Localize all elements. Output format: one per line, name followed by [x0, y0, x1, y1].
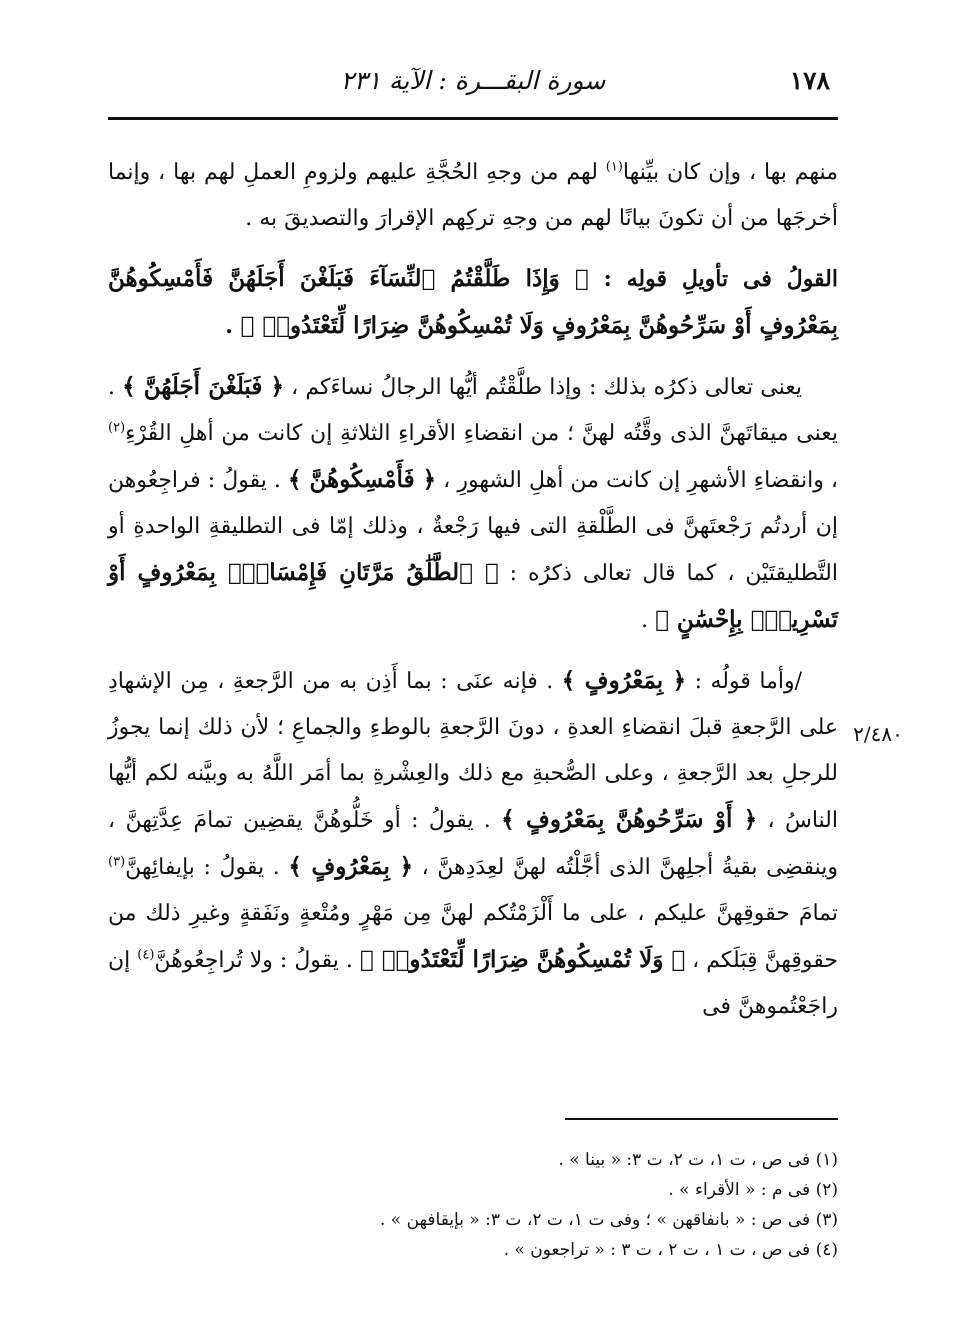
text-run: . يقولُ : بإيفائِهنَّ	[125, 855, 289, 880]
header-divider	[108, 117, 838, 120]
main-text	[108, 150, 838, 1030]
paragraph	[108, 150, 838, 242]
paragraph	[108, 658, 838, 1030]
quran-verse: ﴿ وَلَا تُمْسِكُوهُنَّ ضِرَارًا لِّتَعْتَدُوا۟ ﴾	[359, 946, 686, 973]
footnote-divider	[565, 1118, 838, 1120]
section-heading: .	[225, 313, 241, 339]
text-run: . يعنى ميقاتَهنَّ الذى وقَّتُه لهنَّ ؛ من انقضاءِ الأقراءِ الثلاثةِ إن كانت من أهلِ القُرْءِ	[108, 375, 838, 446]
page-number: ١٧٨	[789, 66, 830, 95]
footnote: (١) فى ص ، ت ١، ت ٢، ت ٣: « بينا » .	[558, 1150, 838, 1170]
quran-verse: ﴿ فَأَمْسِكُوهُنَّ ﴾	[287, 466, 437, 493]
page-header	[108, 62, 838, 108]
text-run: يعنى تعالى ذكرُه بذلك : وإذا طلَّقْتُم أيُّها الرجالُ نساءَكم ،	[283, 375, 802, 400]
text-run: . يقولُ : فراجِعُوهن إن أردتُم رَجْعتَهنَّ فى الطَّلْقةِ التى فيها رَجْعةٌ ، وذلك إمّا فى التطليقةِ الواحدةِ أو التَّطليقتَيْن ، كما قال تعالى ذكرُه :	[108, 468, 838, 586]
text-run: . فإنه عنَى : بما أَذِن به من الرَّجعةِ ، مِن الإشهادِ على الرَّجعةِ قبلَ انقضاءِ العدةِ ، دونَ الرَّجعةِ بالوطءِ والجماعِ ؛ لأن ذلك إنما يجوزُ للرجلِ بعد الرَّجعةِ ، وعلى الصُّحبةِ مع ذلك والعِشْرةِ بما أمَر اللَّهُ به وبيَّنه لكم أيُّها الناسُ ،	[108, 669, 838, 833]
quran-verse: ﴿ أَوْ سَرِّحُوهُنَّ بِمَعْرُوفٍ ﴾	[501, 806, 758, 833]
margin-volume-page-note: ٢/٤٨٠	[853, 722, 903, 746]
footnote: (٢) فى م : « الأقراء » .	[668, 1180, 838, 1200]
quran-verse: ﴿ فَبَلَغْنَ أَجَلَهُنَّ ﴾	[122, 373, 284, 400]
quran-verse: ﴿ بِمَعْرُوفٍ ﴾	[288, 853, 413, 880]
text-run: تمامَ حقوقِهنَّ عليكم ، على ما أَلْزَمْتُكم لهنَّ مِن مَهْرٍ ومُتْعةٍ ونَفَقةٍ وغيرِ ذلك من حقوقِهنَّ قِبَلَكم ،	[108, 901, 838, 973]
text-run: لهم من وجهِ الحُجَّةِ عليهم ولزومِ العملِ لهم بها ، وإنما أخرجَها من أن تكونَ بيانًا لهم من وجهِ تركِهم الإقرارَ والتصديقَ به .	[108, 160, 838, 231]
text-run: إن راجَعْتُموهنَّ فى	[108, 948, 838, 1019]
quran-verse: ﴿ ٱلطَّلَٰقُ مَرَّتَانِ فَإِمْسَاكٌۢ بِمَعْرُوفٍ أَوْ تَسْرِيحٌۢ بِإِحْسَٰنٍ ﴾	[108, 559, 838, 633]
footnote-reference: (١)	[605, 159, 623, 175]
text-run: . يقولُ : أو خَلُّوهُنَّ يقضِين تمامَ عِدَّتِهنَّ ، وينقضِى بقيةُ أجلِهنَّ الذى أجَّلْتُه لهنَّ لعِدَدِهنَّ ،	[108, 808, 839, 880]
footnote-reference: (٢)	[108, 420, 126, 436]
text-run: . يقولُ : ولا تُراجِعُوهُنَّ	[154, 948, 360, 973]
footnote-reference: (٣)	[108, 854, 126, 870]
text-run: /وأما قولُه :	[686, 669, 802, 694]
paragraph	[108, 364, 838, 644]
chapter-title: سورة البقـــرة : الآية ٢٣١	[340, 66, 606, 95]
text-run: منهم بها ، وإن كان بيِّنها	[622, 160, 838, 185]
footnote: (٣) فى ص : « بانفاقهن » ؛ وفى ت ١، ت ٢، ت ٣: « بإيقافهن » .	[380, 1210, 838, 1230]
footnote-reference: (٤)	[137, 947, 155, 963]
text-run: ، وانقضاءِ الأشهرِ إن كانت من أهلِ الشهورِ ،	[436, 468, 838, 493]
footnotes	[108, 1145, 838, 1265]
quran-verse: ﴿ وَإِذَا طَلَّقْتُمُ ٱلنِّسَآءَ فَبَلَغْنَ أَجَلَهُنَّ فَأَمْسِكُوهُنَّ بِمَعْرُوفٍ أَوْ سَرِّحُوهُنَّ بِمَعْرُوفٍ وَلَا تُمْسِكُوهُنَّ ضِرَارًا لِّتَعْتَدُوا۟ ﴾	[108, 265, 838, 339]
paragraph	[108, 256, 838, 350]
section-heading: القولُ فى تأويلِ قولِه :	[588, 266, 838, 292]
quran-verse: ﴿ بِمَعْرُوفٍ ﴾	[561, 667, 687, 694]
footnote: (٤) فى ص ، ت ١ ، ت ٢ ، ت ٣ : « تراجعون » .	[503, 1240, 838, 1260]
text-run: .	[641, 608, 656, 633]
